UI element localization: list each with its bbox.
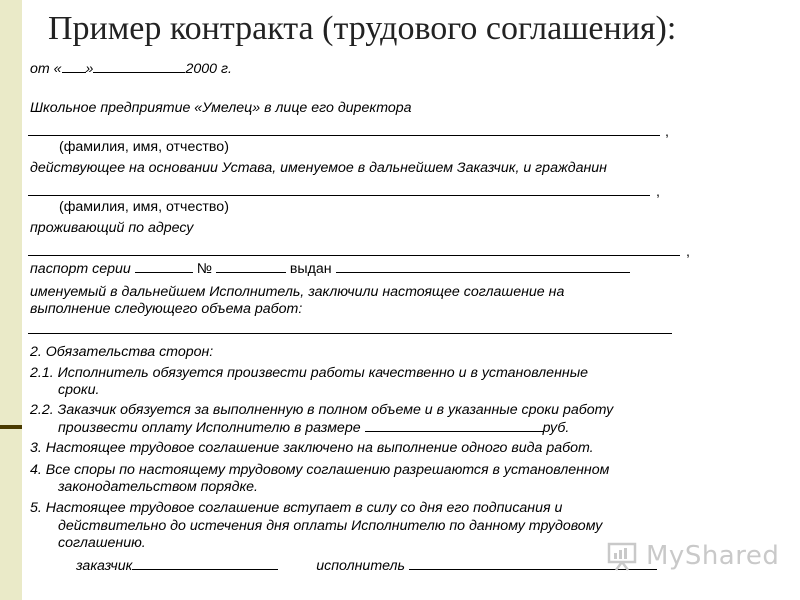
- comma: ,: [665, 124, 669, 140]
- payment-amount-blank: [365, 419, 543, 432]
- executor-sign-label: исполнитель: [316, 558, 406, 574]
- comma: ,: [686, 244, 690, 260]
- citizen-name-blank: [28, 195, 650, 196]
- passport-issued-label: выдан: [289, 261, 332, 277]
- passport-issued-blank: [336, 260, 630, 273]
- left-decor-band: [0, 0, 22, 600]
- acting-line: действующее на основании Устава, именуемое в дальнейшем Заказчик, и гражданин: [30, 160, 607, 176]
- customer-sign-label: заказчик: [76, 558, 133, 574]
- fio-hint: (фамилия, имя, отчество): [59, 199, 229, 215]
- date-mid: »: [85, 61, 94, 77]
- executor-line-1: именуемый в дальнейшем Исполнитель, заключили настоящее соглашение на: [30, 284, 565, 300]
- passport-line: [30, 260, 630, 278]
- item-3: 3. Настоящее трудовое соглашение заключено на выполнение одного вида работ.: [30, 440, 594, 456]
- item-4-line-2: законодательством порядке.: [58, 479, 258, 495]
- date-prefix: от «: [30, 61, 62, 77]
- item-5-line-1: 5. Настоящее трудовое соглашение вступает в силу со дня его подписания и: [30, 500, 563, 516]
- comma: ,: [656, 184, 660, 200]
- date-line: [30, 60, 232, 78]
- slide-title: Пример контракта (трудового соглашения):: [48, 10, 677, 47]
- day-blank: [62, 60, 86, 73]
- customer-sign-blank: [132, 557, 278, 570]
- month-blank: [93, 60, 185, 73]
- passport-series-label: паспорт серии: [30, 261, 131, 277]
- currency-label: руб.: [542, 420, 570, 436]
- payment-label: произвести оплату Исполнителю в размере: [58, 420, 361, 436]
- fio-hint: (фамилия, имя, отчество): [59, 139, 229, 155]
- enterprise-line: Школьное предприятие «Умелец» в лице его директора: [30, 100, 412, 116]
- executor-line-2: выполнение следующего объема работ:: [30, 301, 303, 317]
- item-5-line-2: действительно до истечения дня оплаты Исполнителю по данному трудовому: [58, 518, 603, 534]
- item-2-2-line-2: [58, 419, 569, 437]
- obligations-heading: 2. Обязательства сторон:: [30, 344, 214, 360]
- left-decor-rule: [0, 425, 22, 429]
- item-5-line-3: соглашению.: [58, 535, 146, 551]
- watermark-text: MyShared: [646, 541, 780, 571]
- work-scope-blank: [28, 333, 672, 334]
- contract-body: [22, 52, 800, 600]
- passport-series-blank: [135, 260, 193, 273]
- watermark: [606, 540, 779, 572]
- passport-number-label: №: [196, 261, 212, 277]
- presentation-board-icon: [606, 541, 640, 571]
- item-2-1-line-2: сроки.: [58, 382, 100, 398]
- residing-line: проживающий по адресу: [30, 220, 194, 236]
- item-2-2-line-1: 2.2. Заказчик обязуется за выполненную в полном объеме и в указанные сроки работу: [30, 402, 614, 418]
- director-name-blank: [28, 135, 660, 136]
- date-suffix: 2000 г.: [185, 61, 232, 77]
- passport-number-blank: [216, 260, 286, 273]
- signature-line: [76, 557, 657, 575]
- item-2-1-line-1: 2.1. Исполнитель обязуется произвести работы качественно и в установленные: [30, 365, 589, 381]
- item-4-line-1: 4. Все споры по настоящему трудовому соглашению разрешаются в установленном: [30, 462, 610, 478]
- address-blank: [28, 255, 680, 256]
